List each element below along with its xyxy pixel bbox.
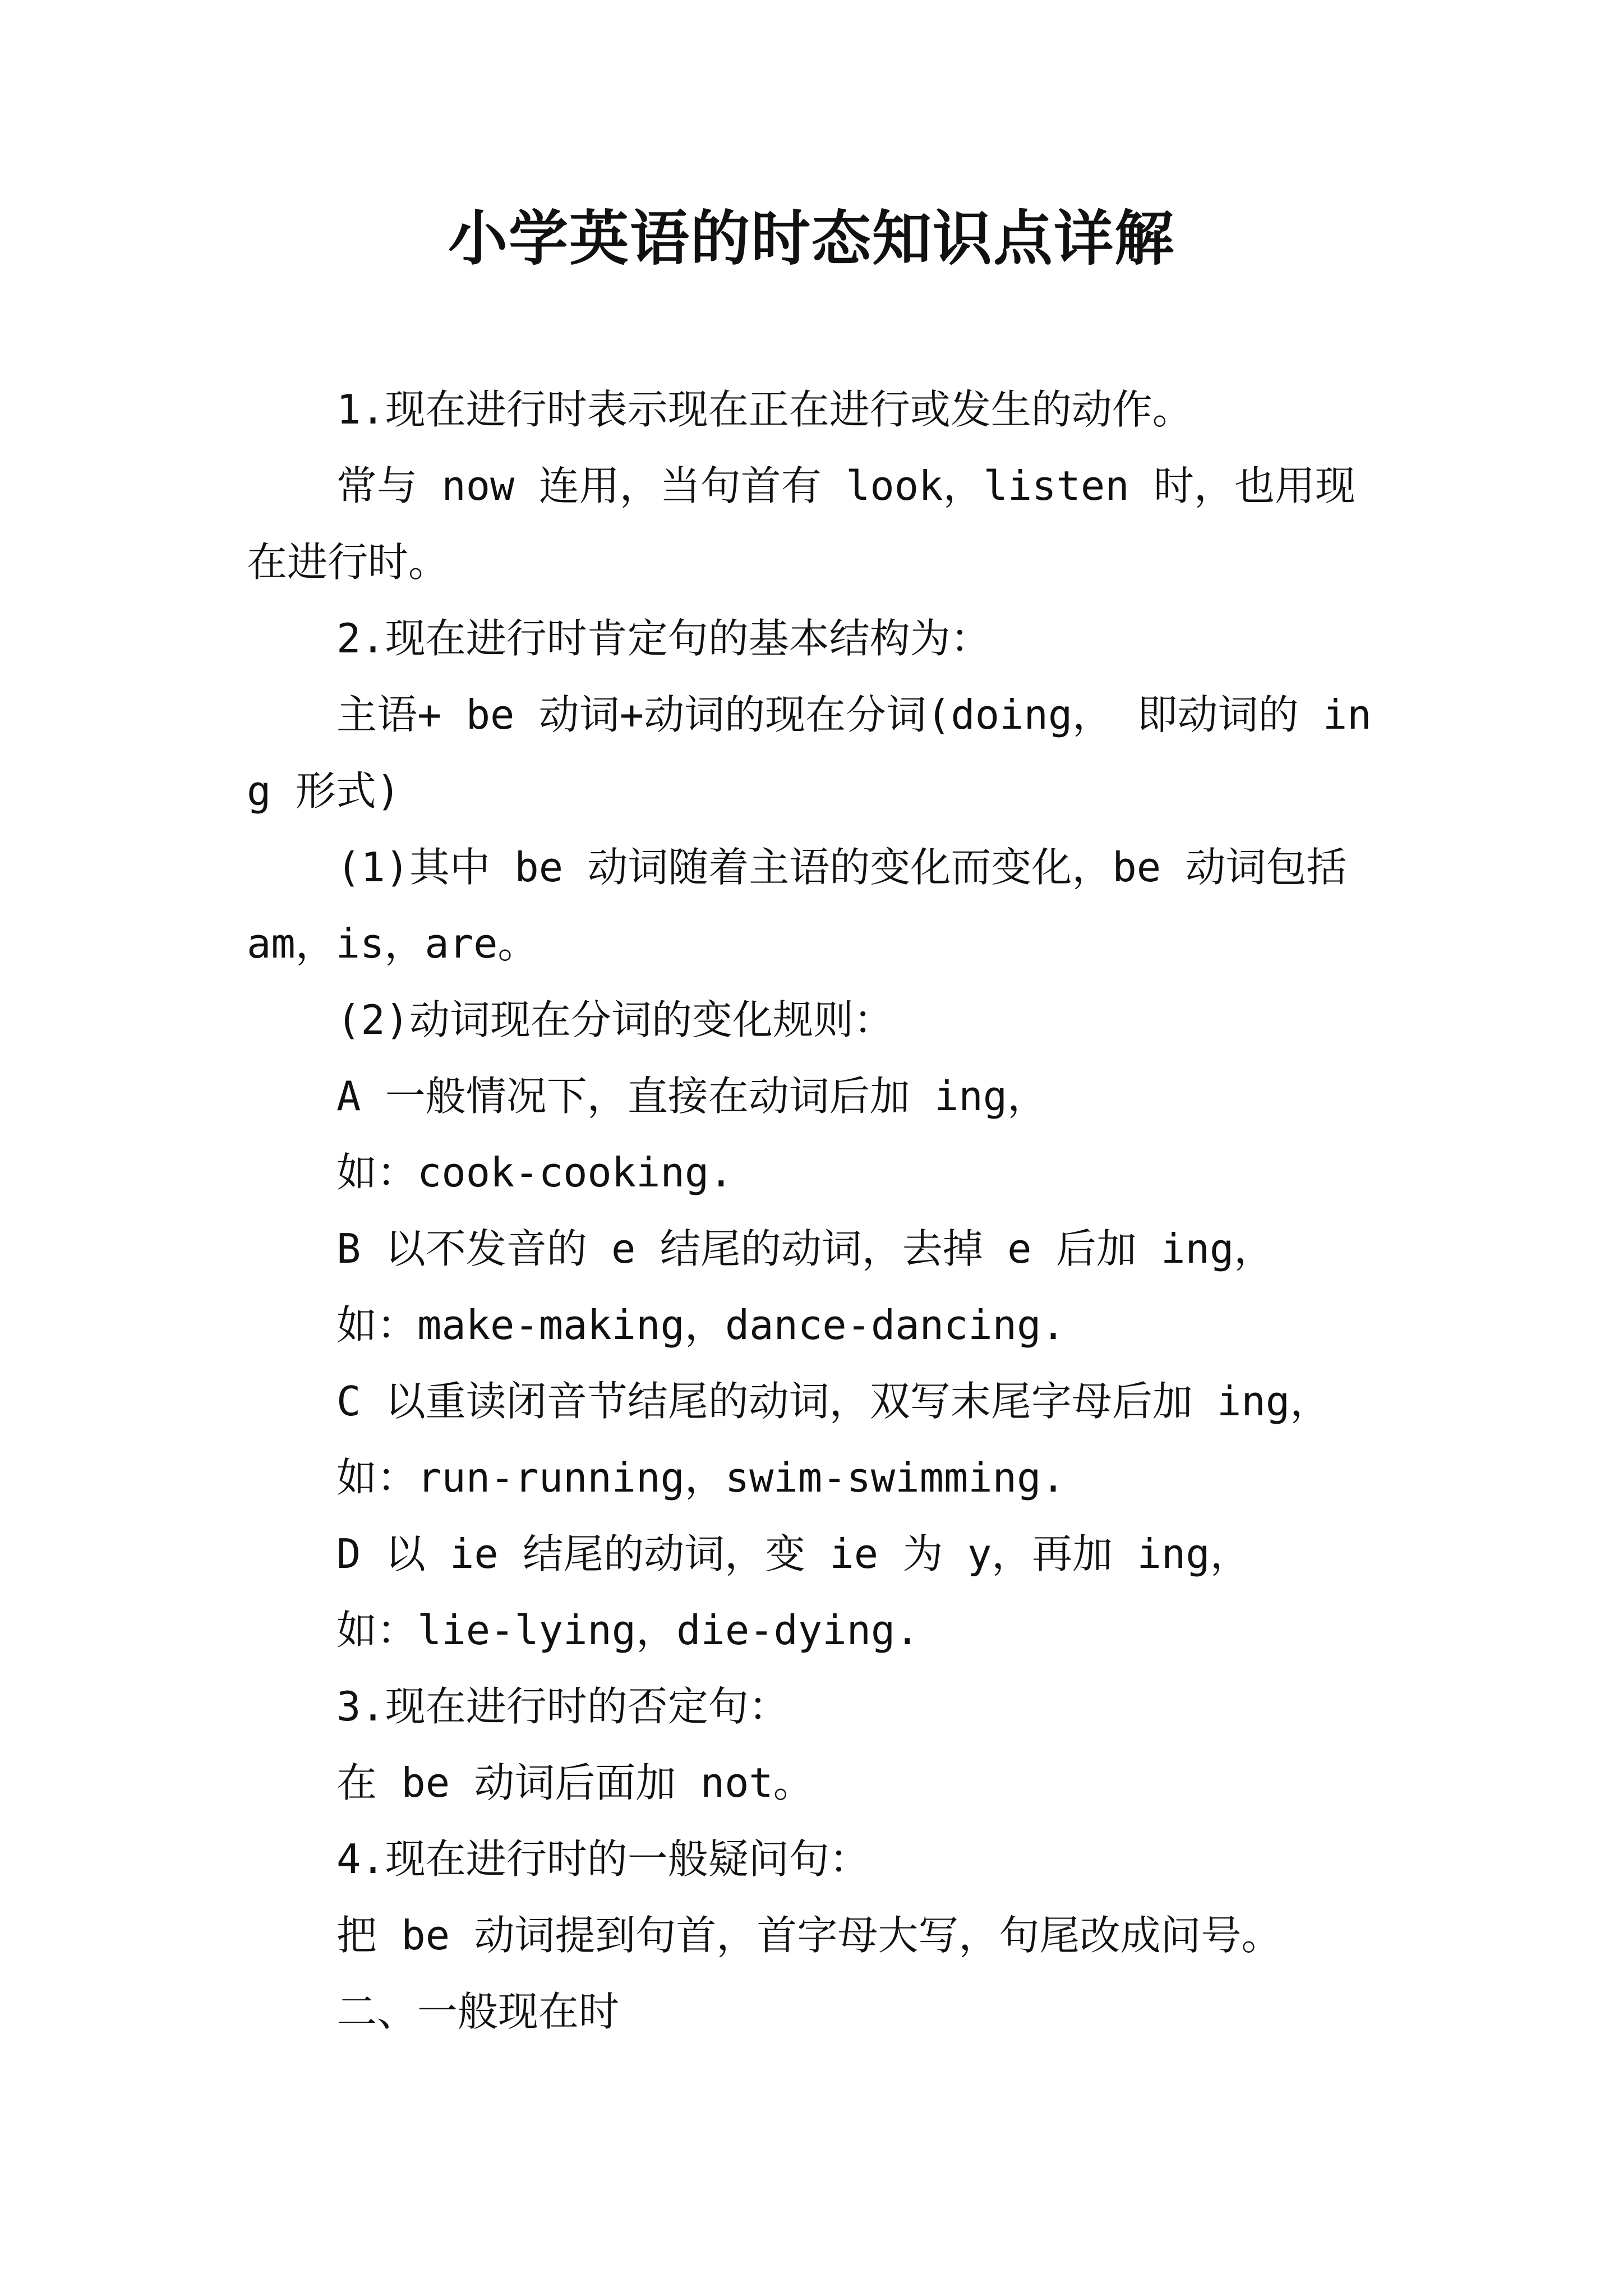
paragraph: 如：lie-lying，die-dying. xyxy=(336,1607,920,1654)
paragraph: 如：cook-cooking. xyxy=(336,1149,734,1196)
paragraph: 在 be 动词后面加 not。 xyxy=(336,1759,814,1806)
paragraph: (1)其中 be 动词随着主语的变化而变化，be 动词包括 am，is，are。 xyxy=(247,844,1347,967)
paragraph: 把 be 动词提到句首，首字母大写，句尾改成问号。 xyxy=(336,1912,1282,1959)
paragraph: 二、一般现在时 xyxy=(336,1988,620,2035)
paragraph: 主语+ be 动词+动词的现在分词(doing， 即动词的 ing 形式) xyxy=(247,691,1372,815)
paragraph: 4.现在进行时的一般疑问句： xyxy=(336,1835,870,1883)
paragraph: 常与 now 连用，当句首有 look，listen 时，也用现在进行时。 xyxy=(247,462,1355,586)
paragraph: 3.现在进行时的否定句： xyxy=(336,1683,789,1730)
paragraph: 1.现在进行时表示现在正在进行或发生的动作。 xyxy=(336,386,1193,433)
paragraph: D 以 ie 结尾的动词，变 ie 为 y，再加 ing， xyxy=(336,1530,1251,1577)
paragraph: 如：run-running，swim-swimming. xyxy=(336,1454,1066,1501)
paragraph: B 以不发音的 e 结尾的动词，去掉 e 后加 ing， xyxy=(336,1225,1275,1272)
document-title: 小学英语的时态知识点详解 xyxy=(448,203,1175,273)
paragraph: 2.现在进行时肯定句的基本结构为： xyxy=(336,615,991,662)
paragraph: (2)动词现在分词的变化规则： xyxy=(336,996,895,1043)
document-body xyxy=(247,371,1380,2050)
paragraph: A 一般情况下，直接在动词后加 ing， xyxy=(336,1073,1048,1120)
paragraph: 如：make-making，dance-dancing. xyxy=(336,1301,1066,1349)
paragraph: C 以重读闭音节结尾的动词，双写末尾字母后加 ing， xyxy=(336,1378,1331,1425)
